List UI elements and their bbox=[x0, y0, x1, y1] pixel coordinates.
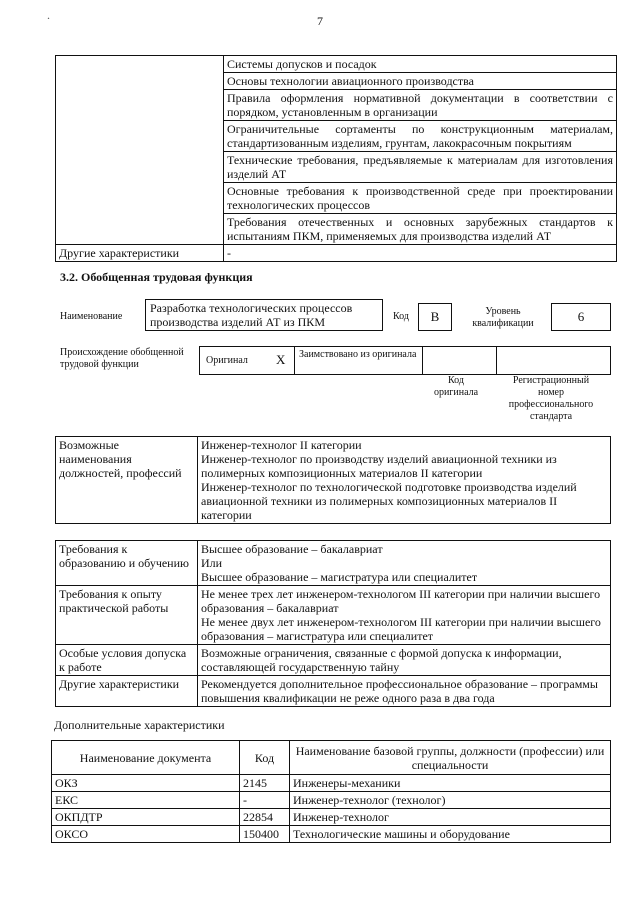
divider bbox=[496, 347, 497, 374]
requirement-item: Не менее трех лет инженером-технологом III категории при наличии высшего образования – бакалавриат bbox=[201, 587, 601, 615]
knowledge-item: Технические требования, предъявляемые к материалам для изготовления изделий АТ bbox=[224, 152, 617, 183]
table-row bbox=[52, 826, 611, 843]
function-name: Разработка технологических процессов производства изделий АТ из ПКМ bbox=[145, 299, 383, 331]
position-item: Инженер-технолог по производству изделий авиационной техники из полимерных композиционных материалов II категории bbox=[201, 452, 557, 480]
requirement-item: Возможные ограничения, связанные с формой допуска к информации, составляющей государственную тайну bbox=[201, 646, 562, 674]
code-value: В bbox=[418, 303, 452, 331]
divider bbox=[294, 347, 295, 374]
doc-group: Технологические машины и оборудование bbox=[290, 826, 611, 843]
table-row bbox=[52, 775, 611, 792]
doc-code: 22854 bbox=[240, 809, 290, 826]
doc-name: ОКПДТР bbox=[52, 809, 240, 826]
knowledge-item: Ограничительные сортаменты по конструкционным материалам, стандартизованным изделиям, грунтам, лакокрасочным покрытиям bbox=[224, 121, 617, 152]
knowledge-item: Основные требования к производственной среде при проектировании технологических процессов bbox=[224, 183, 617, 214]
requirement-item: Или bbox=[201, 556, 223, 570]
origin-label: Происхождение обобщенной трудовой функции bbox=[60, 347, 184, 370]
table-row bbox=[56, 541, 611, 586]
doc-name: ЕКС bbox=[52, 792, 240, 809]
doc-group: Инженер-технолог (технолог) bbox=[290, 792, 611, 809]
level-value: 6 bbox=[551, 303, 611, 331]
knowledge-item: Системы допусков и посадок bbox=[224, 56, 617, 73]
education-values bbox=[198, 541, 611, 586]
requirement-item: Высшее образование – магистратура или специалитет bbox=[201, 570, 478, 584]
doc-name: ОКЗ bbox=[52, 775, 240, 792]
name-label: Наименование bbox=[60, 311, 123, 322]
original-label: Оригинал bbox=[206, 355, 248, 366]
requirements-table bbox=[55, 540, 611, 707]
other-label: Другие характеристики bbox=[56, 676, 198, 707]
special-conditions-values bbox=[198, 645, 611, 676]
reg-number-label: Регистрационный номер профессионального стандарта bbox=[508, 375, 594, 422]
section-title: 3.2. Обобщенная трудовая функция bbox=[60, 270, 253, 284]
experience-values bbox=[198, 586, 611, 645]
doc-code: 150400 bbox=[240, 826, 290, 843]
divider bbox=[422, 347, 423, 374]
table-row bbox=[56, 676, 611, 707]
doc-group: Инженер-технолог bbox=[290, 809, 611, 826]
other-characteristics-value: - bbox=[224, 245, 617, 262]
positions-table bbox=[55, 436, 611, 524]
table-row bbox=[56, 437, 611, 524]
code-label: Код bbox=[393, 311, 409, 322]
table-row bbox=[56, 56, 617, 73]
doc-code: 2145 bbox=[240, 775, 290, 792]
positions-label: Возможные наименования должностей, профессий bbox=[56, 437, 198, 524]
origin-box bbox=[199, 346, 611, 375]
table-row bbox=[56, 586, 611, 645]
doc-name: ОКСО bbox=[52, 826, 240, 843]
knowledge-item: Основы технологии авиационного производства bbox=[224, 73, 617, 90]
experience-label: Требования к опыту практической работы bbox=[56, 586, 198, 645]
code-original-label: Код оригинала bbox=[433, 375, 479, 398]
additional-table bbox=[51, 740, 611, 843]
borrowed-label: Заимствовано из оригинала bbox=[299, 349, 417, 360]
requirement-item: Не менее двух лет инженером-технологом III категории при наличии высшего образования – магистратура или специалитет bbox=[201, 615, 601, 643]
special-conditions-label: Особые условия допуска к работе bbox=[56, 645, 198, 676]
requirement-item: Высшее образование – бакалавриат bbox=[201, 542, 383, 556]
knowledge-item: Правила оформления нормативной документации в соответствии с порядком, установленным в организации bbox=[224, 90, 617, 121]
header-code: Код bbox=[240, 741, 290, 775]
position-item: Инженер-технолог по технологической подготовке производства изделий авиационной техники из полимерных композиционных материалов II категории bbox=[201, 480, 577, 522]
original-mark: X bbox=[276, 352, 286, 367]
doc-code: - bbox=[240, 792, 290, 809]
table-header-row bbox=[52, 741, 611, 775]
other-characteristics-label: Другие характеристики bbox=[56, 245, 224, 262]
other-values bbox=[198, 676, 611, 707]
table-row bbox=[56, 645, 611, 676]
page-number: 7 bbox=[317, 14, 323, 28]
additional-title: Дополнительные характеристики bbox=[54, 718, 225, 732]
knowledge-item: Требования отечественных и основных зарубежных стандартов к испытаниям ПКМ, применяемых для производства изделий АТ bbox=[224, 214, 617, 245]
level-label: Уровень квалификации bbox=[472, 306, 534, 329]
table-row bbox=[56, 245, 617, 262]
requirement-item: Рекомендуется дополнительное профессиональное образование – программы повышения квалификации не реже одного раза в два года bbox=[201, 677, 598, 705]
empty-cell bbox=[56, 56, 224, 245]
table-row bbox=[52, 792, 611, 809]
knowledge-table bbox=[55, 55, 617, 262]
header-document: Наименование документа bbox=[52, 741, 240, 775]
table-row bbox=[52, 809, 611, 826]
position-item: Инженер-технолог II категории bbox=[201, 438, 362, 452]
doc-group: Инженеры-механики bbox=[290, 775, 611, 792]
positions-values bbox=[198, 437, 611, 524]
education-label: Требования к образованию и обучению bbox=[56, 541, 198, 586]
page-mark: . bbox=[47, 8, 50, 22]
header-group: Наименование базовой группы, должности (профессии) или специальности bbox=[290, 741, 611, 775]
